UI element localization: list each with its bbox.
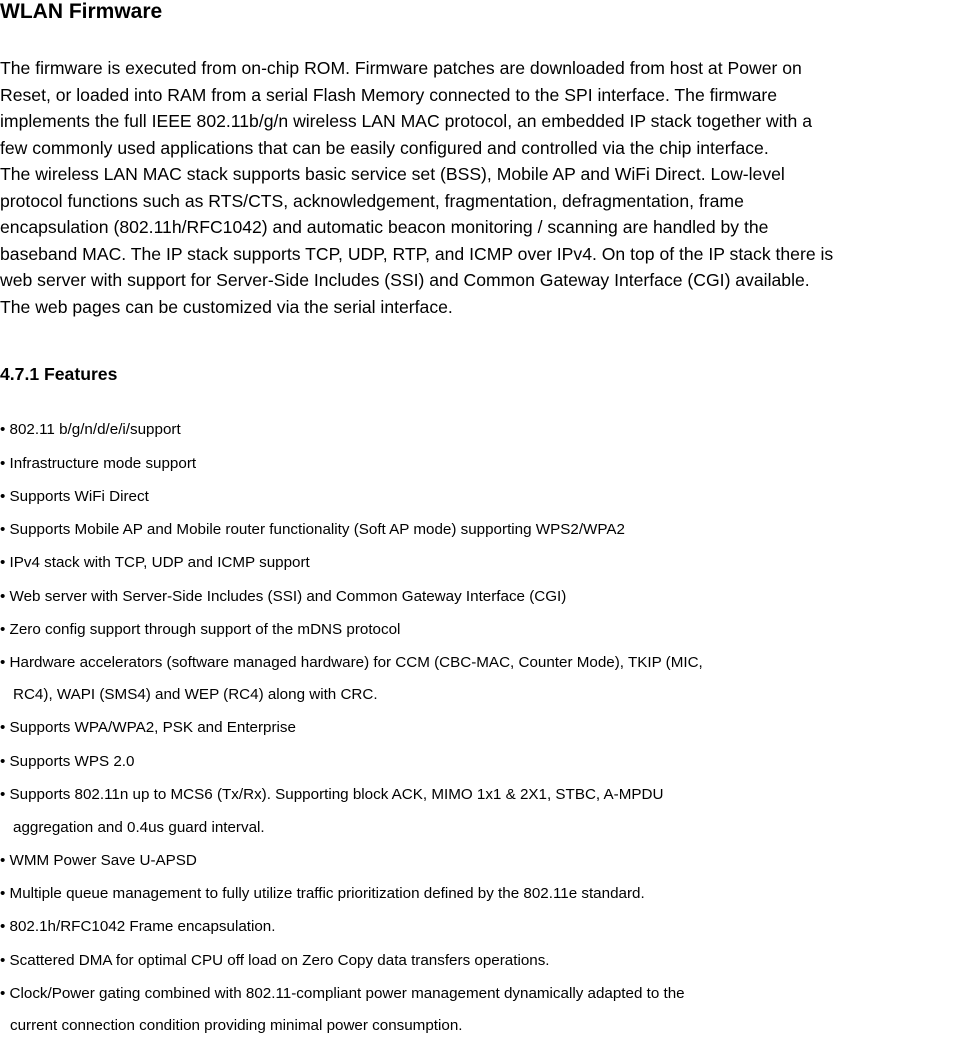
feature-item (0, 718, 296, 738)
page-title: WLAN Firmware (0, 0, 163, 23)
paragraph-line: protocol functions such as RTS/CTS, acknowledgement, fragmentation, defragmentation, frame (0, 190, 744, 211)
feature-text: • Supports Mobile AP and Mobile router functionality (Soft AP mode) supporting WPS2/WPA2 (0, 521, 625, 538)
paragraph-line: implements the full IEEE 802.11b/g/n wireless LAN MAC protocol, an embedded IP stack together with a (0, 111, 813, 131)
feature-item (0, 917, 275, 937)
feature-item (0, 884, 645, 904)
feature-text: • Scattered DMA for optimal CPU off load on Zero Copy data transfers operations. (0, 952, 550, 969)
feature-item (0, 553, 310, 573)
feature-text: RC4), WAPI (SMS4) and WEP (RC4) along with CRC. (13, 686, 378, 703)
paragraph-line: The firmware is executed from on-chip ROM. Firmware patches are downloaded from host at Power on (0, 58, 802, 78)
feature-text: • Supports WPA/WPA2, PSK and Enterprise (0, 719, 296, 736)
paragraph-line: The web pages can be customized via the serial interface. (0, 296, 453, 317)
feature-item (0, 587, 566, 607)
feature-text: • Multiple queue management to fully utilize traffic prioritization defined by the 802.11e standard. (0, 885, 645, 902)
feature-item (0, 420, 181, 440)
section-heading: 4.7.1 Features (0, 364, 118, 384)
feature-text: • Zero config support through support of the mDNS protocol (0, 621, 401, 638)
feature-item-continuation (0, 685, 378, 705)
feature-item (0, 487, 149, 507)
feature-text: • Infrastructure mode support (0, 455, 197, 472)
feature-item-continuation (0, 1016, 463, 1036)
paragraph-line: web server with support for Server-Side Includes (SSI) and Common Gateway Interface (CGI) available. (0, 270, 810, 290)
feature-item (0, 620, 400, 640)
feature-item (0, 951, 550, 971)
feature-item (0, 984, 685, 1004)
feature-item (0, 653, 703, 673)
paragraph-line: baseband MAC. The IP stack supports TCP, UDP, RTP, and ICMP over IPv4. On top of the IP stack there is (0, 243, 834, 264)
description-paragraph (0, 55, 969, 320)
feature-text: aggregation and 0.4us guard interval. (13, 819, 265, 836)
feature-item (0, 520, 625, 540)
feature-text: • Hardware accelerators (software managed hardware) for CCM (CBC-MAC, Counter Mode), TKIP (MIC, (0, 654, 703, 671)
feature-text: • Web server with Server-Side Includes (SSI) and Common Gateway Interface (CGI) (0, 588, 567, 605)
feature-text: • Supports WiFi Direct (0, 488, 149, 505)
feature-item-continuation (0, 818, 265, 838)
feature-text: • IPv4 stack with TCP, UDP and ICMP support (0, 554, 310, 571)
feature-item (0, 851, 197, 871)
feature-text: current connection condition providing minimal power consumption. (10, 1017, 463, 1034)
paragraph-line: encapsulation (802.11h/RFC1042) and automatic beacon monitoring / scanning are handled by the (0, 217, 769, 237)
feature-text: • Clock/Power gating combined with 802.11-compliant power management dynamically adapted to the (0, 985, 685, 1002)
paragraph-line: few commonly used applications that can be easily configured and controlled via the chip interface. (0, 137, 769, 158)
feature-item (0, 454, 196, 474)
feature-item (0, 785, 663, 805)
feature-item (0, 752, 134, 772)
feature-text: • 802.11 b/g/n/d/e/i/support (0, 421, 181, 438)
feature-text: • WMM Power Save U-APSD (0, 852, 197, 869)
feature-text: • 802.1h/RFC1042 Frame encapsulation. (0, 918, 276, 935)
paragraph-line: Reset, or loaded into RAM from a serial Flash Memory connected to the SPI interface. The firmware (0, 84, 778, 105)
paragraph-line: The wireless LAN MAC stack supports basic service set (BSS), Mobile AP and WiFi Direct. Low-level (0, 164, 785, 184)
feature-text: • Supports 802.11n up to MCS6 (Tx/Rx). Supporting block ACK, MIMO 1x1 & 2X1, STBC, A-MPDU (0, 786, 664, 803)
feature-text: • Supports WPS 2.0 (0, 753, 135, 770)
